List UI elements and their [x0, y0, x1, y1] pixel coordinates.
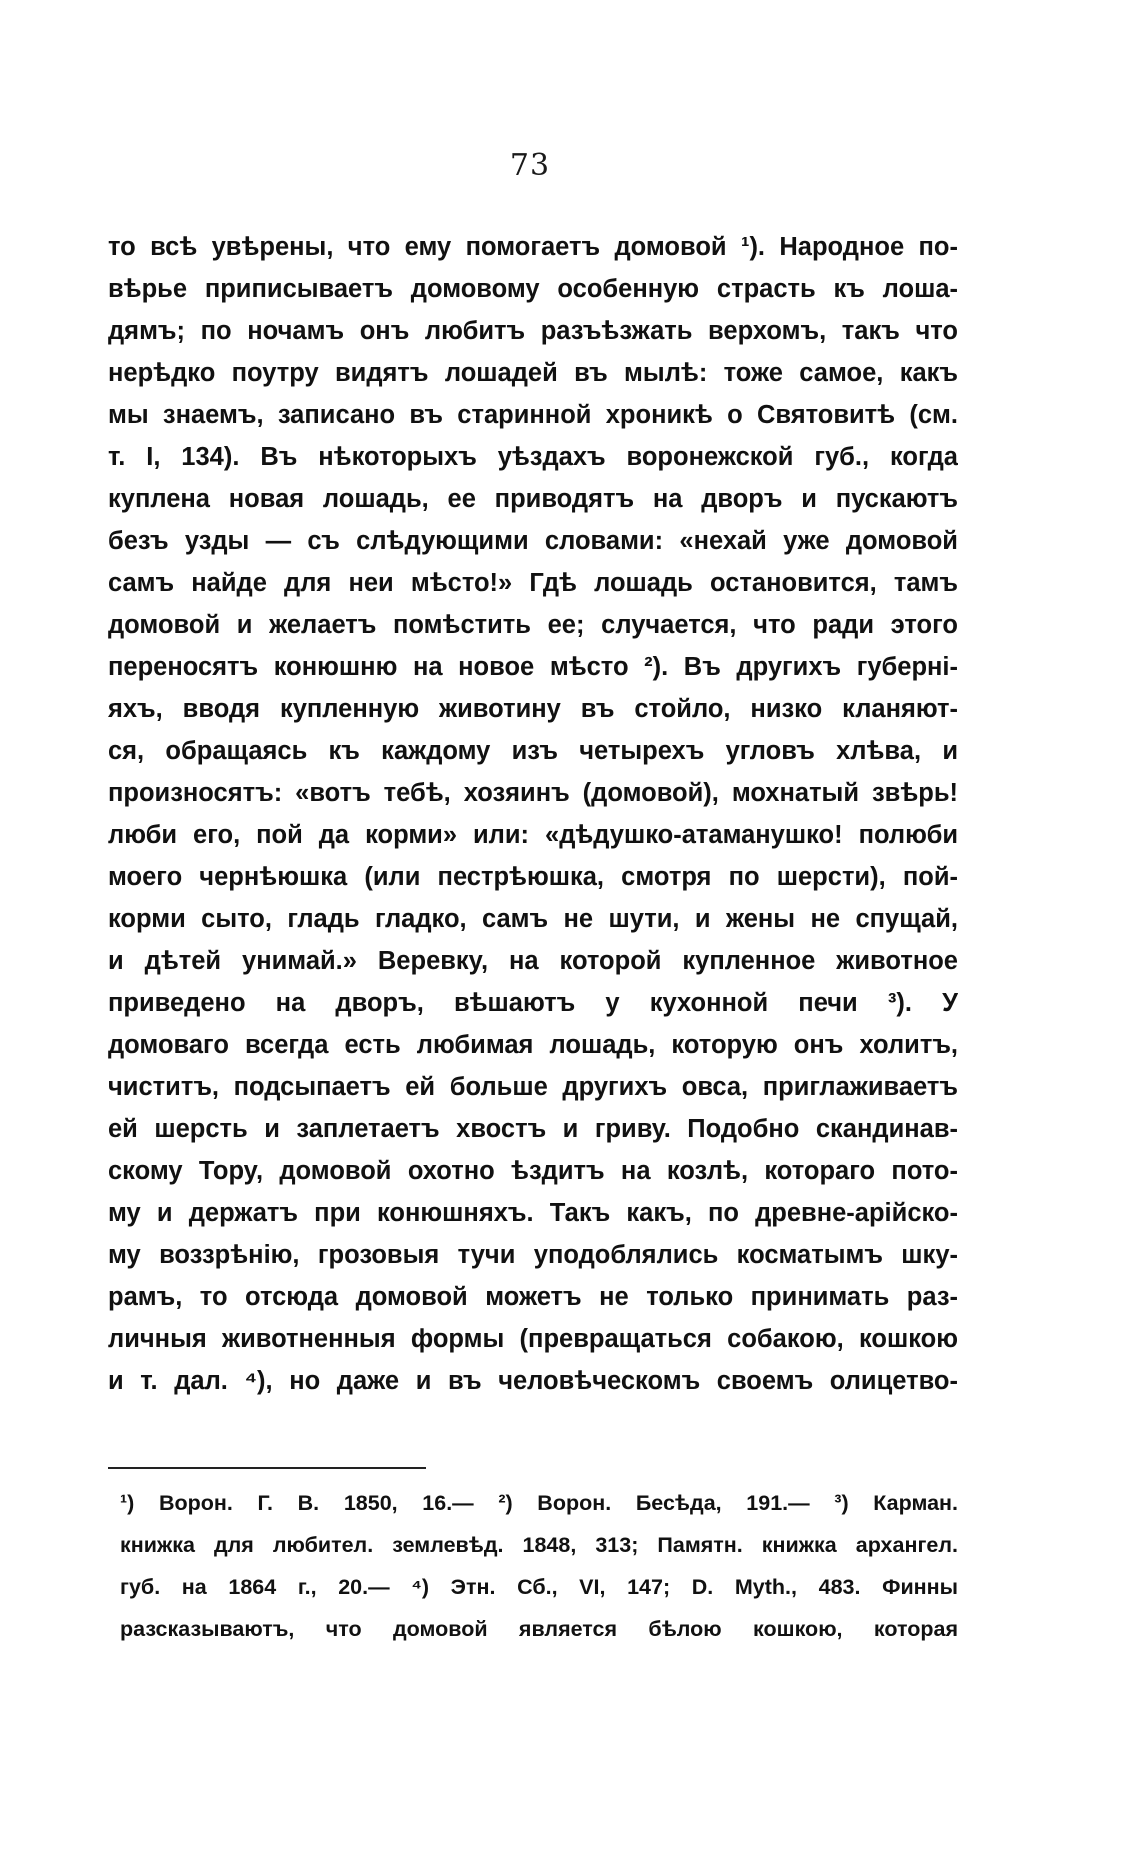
footnote-line: разсказываютъ, что домовой является бѣлою кошкою, которая: [120, 1617, 958, 1641]
text-line: люби его, пой да корми» или: «дѣдушко-атаманушко! полюби: [108, 821, 958, 849]
text-line: вѣрье приписываетъ домовому особенную страсть къ лоша-: [108, 275, 958, 303]
footnote-line: губ. на 1864 г., 20.— ⁴) Этн. Сб., VI, 147; D. Myth., 483. Финны: [120, 1575, 958, 1599]
text-line: домоваго всегда есть любимая лошадь, которую онъ холитъ,: [108, 1031, 958, 1059]
footnote-line: книжка для любител. землевѣд. 1848, 313; Памятн. книжка архангел.: [120, 1533, 958, 1557]
text-line: приведено на дворъ, вѣшаютъ у кухонной печи ³). У: [108, 989, 958, 1017]
text-line: переносятъ конюшню на новое мѣсто ²). Въ другихъ губерні-: [108, 653, 958, 681]
footnotes: [120, 1482, 958, 1650]
footnote-divider: [108, 1467, 426, 1469]
text-line: му и держатъ при конюшняхъ. Такъ какъ, по древне-арійско-: [108, 1199, 958, 1227]
text-line: произносятъ: «вотъ тебѣ, хозяинъ (домовой), мохнатый звѣрь!: [108, 779, 958, 807]
text-line: самъ найде для неи мѣсто!» Гдѣ лошадь остановится, тамъ: [108, 569, 958, 597]
text-line: нерѣдко поутру видятъ лошадей въ мылѣ: тоже самое, какъ: [108, 359, 958, 387]
text-line: т. I, 134). Въ нѣкоторыхъ уѣздахъ воронежской губ., когда: [108, 443, 958, 471]
text-line: ей шерсть и заплетаетъ хвостъ и гриву. Подобно скандинав-: [108, 1115, 958, 1143]
text-line: мы знаемъ, записано въ старинной хроникѣ о Святовитѣ (см.: [108, 401, 958, 429]
text-line: куплена новая лошадь, ее приводятъ на дворъ и пускаютъ: [108, 485, 958, 513]
text-line: рамъ, то отсюда домовой можетъ не только принимать раз-: [108, 1283, 958, 1311]
page-number: 73: [509, 148, 551, 183]
text-line: личныя животненныя формы (превращаться собакою, кошкою: [108, 1325, 958, 1353]
text-line: яхъ, вводя купленную животину въ стойло, низко кланяют-: [108, 695, 958, 723]
text-line: корми сыто, гладь гладко, самъ не шути, и жены не спущай,: [108, 905, 958, 933]
text-line: и дѣтей унимай.» Веревку, на которой купленное животное: [108, 947, 958, 975]
text-line: чиститъ, подсыпаетъ ей больше другихъ овса, приглаживаетъ: [108, 1073, 958, 1101]
text-line: скому Тору, домовой охотно ѣздитъ на козлѣ, котораго пото-: [108, 1157, 958, 1185]
text-line: дямъ; по ночамъ онъ любитъ разъѣзжать верхомъ, такъ что: [108, 317, 958, 345]
text-line: домовой и желаетъ помѣстить ее; случается, что ради этого: [108, 611, 958, 639]
text-line: моего чернѣюшка (или пестрѣюшка, смотря по шерсти), пой-: [108, 863, 958, 891]
text-line: то всѣ увѣрены, что ему помогаетъ домовой ¹). Народное по-: [108, 233, 958, 261]
body-text: [108, 226, 958, 1402]
text-line: и т. дал. ⁴), но даже и въ человѣческомъ своемъ олицетво-: [108, 1367, 958, 1395]
footnote-line: ¹) Ворон. Г. В. 1850, 16.— ²) Ворон. Бесѣда, 191.— ³) Карман.: [120, 1491, 958, 1515]
text-line: ся, обращаясь къ каждому изъ четырехъ угловъ хлѣва, и: [108, 737, 958, 765]
text-line: му воззрѣнію, грозовыя тучи уподоблялись косматымъ шку-: [108, 1241, 958, 1269]
text-line: безъ узды — съ слѣдующими словами: «нехай уже домовой: [108, 527, 958, 555]
